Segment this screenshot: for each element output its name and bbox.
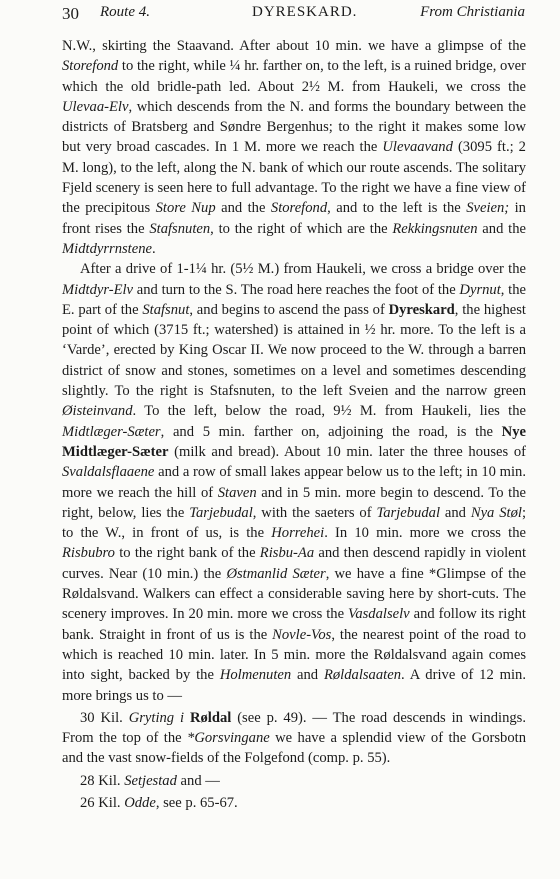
text-run: and then descend rapidly in violent curves. Near (10 min.) the [62,545,527,582]
italic-term: Vasdalselv [348,606,410,623]
text-run: , the nearest point of the road to which is reached 10 min. later. In 5 min. more the Røldalsvand again comes into sight, backed by the [62,626,526,684]
italic-term: Rekkingsnuten [392,220,478,237]
route-label: Route 4. [100,4,150,20]
running-header [62,4,525,26]
text-run: and the [477,220,526,237]
text-run: , and 5 min. farther on, adjoining the road, is the [160,423,502,440]
italic-term: Novle-Vos [272,626,332,643]
text-run: 26 Kil. [80,794,125,811]
italic-term: Storefond [62,58,119,75]
text-run: 28 Kil. [80,772,125,789]
paragraph-dyreskard-pass [62,259,526,706]
page-title: DYRESKARD. [252,4,358,20]
paragraph-odde [62,793,526,813]
text-run: . [151,240,156,257]
italic-term: Odde [124,794,156,811]
italic-term: Ulevaa-Elv [62,98,129,115]
italic-term: Stafsnut [142,301,190,318]
italic-term: Midtlæger-Sæter [62,423,161,440]
italic-term: Midtdyrrnstene [62,240,152,257]
section-label: From Christiania [420,4,525,20]
italic-term: Setjestad [124,772,177,789]
body-text [62,36,526,813]
italic-term: Røldalsaaten [323,667,401,684]
text-run: , with the saeters of [252,504,377,521]
paragraph-route-description [62,36,526,259]
text-run: , which descends from the N. and forms the boundary between the districts of Bratsberg and Søndre Bergenhus; to the right it makes some low but very broad cascades. In 1 M. more we reach the [62,98,526,156]
italic-term: Midtdyr-Elv [62,281,134,298]
text-run: and — [176,772,220,789]
italic-term: Stafsnuten [149,220,211,237]
text-run: and in 5 min. more begin to descend. To the right, below, lies the [62,484,526,521]
italic-term: Storefond [270,200,328,217]
text-run: and follow its right bank. Straight in front of us is the [62,606,526,643]
italic-term: Risbubro [62,545,115,562]
italic-term: Ulevaavand [382,139,453,156]
text-run: N.W., skirting the Staavand. After about 10 min. we have a glimpse of the [62,38,526,54]
text-run: , see p. 65-67. [155,794,238,811]
italic-term: Nya Støl [470,504,522,521]
text-run: . To the left, below the road, 9½ M. from Haukeli, lies the [132,403,526,420]
text-run: ; to the W., in front of us, is the [62,504,527,542]
text-run: (3095 ft.; 2 M. long), to the left, along the N. bank of which our route ascends. The solitary Fjeld scenery is seen here to full advantage. To the right we have a fine view of the precipitous [62,139,526,217]
italic-term: Sveien; [466,200,510,217]
paragraph-setjestad [62,771,526,791]
text-run: , to the right of which are the [210,220,393,237]
text-run: in front rises the [62,200,526,237]
text-run: (see p. 49). — The road descends in windings. From the top of the [62,709,527,747]
text-run: and [291,667,324,684]
italic-term: *Gorsvingane [187,730,270,747]
italic-term: Holmenuten [219,667,292,684]
text-run: , we have a fine *Glimpse of the Røldalsvand. Walkers can effect a considerable saving here by short-cuts. The scenery improves. In 20 min. more we cross the [62,565,527,623]
text-run: and the [215,200,271,217]
italic-term: Gryting i [128,709,190,726]
italic-term: Øisteinvand [62,403,133,420]
italic-term: Østmanlid Sæter [226,565,326,582]
text-run: , and begins to ascend the pass of [189,301,389,318]
italic-term: Staven [217,484,257,501]
text-run: we have a splendid view of the Gorsbotn and the vast snow-fields of the Folgefond (comp. p. 55). [62,730,526,767]
text-run: , the E. part of the [62,281,526,318]
italic-term: Tarjebudal [376,504,440,521]
italic-term: Store Nup [155,200,216,217]
text-run: and turn to the S. The road here reaches the foot of the [133,281,460,298]
italic-term: Horrehei [271,525,325,542]
text-run: , and to the left is the [327,200,467,217]
italic-term: Tarjebudal [189,504,253,521]
bold-term: Røldal [189,709,232,726]
text-run: and [440,504,471,521]
text-run: 30 Kil. [80,709,129,726]
text-run: to the right bank of the [114,545,260,562]
text-run: . A drive of 12 min. more brings us to — [62,667,526,704]
italic-term: Dyrnut [459,281,501,298]
text-run: to the right, while ¼ hr. farther on, to the left, is a ruined bridge, over which the old bridle-path led. About 2½ M. from Haukeli, we cross the [62,58,526,95]
text-run: and a row of small lakes appear below us to the left; in 10 min. more we reach the hill of [62,464,526,501]
paragraph-roldal [62,708,526,769]
italic-term: Risbu-Aa [259,545,315,562]
text-run: (milk and bread). About 10 min. later the three houses of [168,443,526,460]
page-number: 30 [62,4,79,23]
italic-term: Svaldalsflaaene [62,464,155,481]
bold-term: Nye Midtlæger-Sæter [62,423,526,460]
text-run: , the highest point of which (3715 ft.; watershed) is attained in ½ hr. more. To the left is a ‘Varde’, erected by King Oscar II. We now proceed to the W. through a barren district of snow and stones, sometimes on a level and sometimes descending slightly. To the right is Stafsnuten, to the left Sveien and the narrow green [62,301,526,400]
text-run: . In 10 min. more we cross the [324,525,526,542]
text-run: After a drive of 1-1¼ hr. (5½ M.) from Haukeli, we cross a bridge over the [80,261,526,278]
bold-term: Dyreskard [388,301,455,318]
